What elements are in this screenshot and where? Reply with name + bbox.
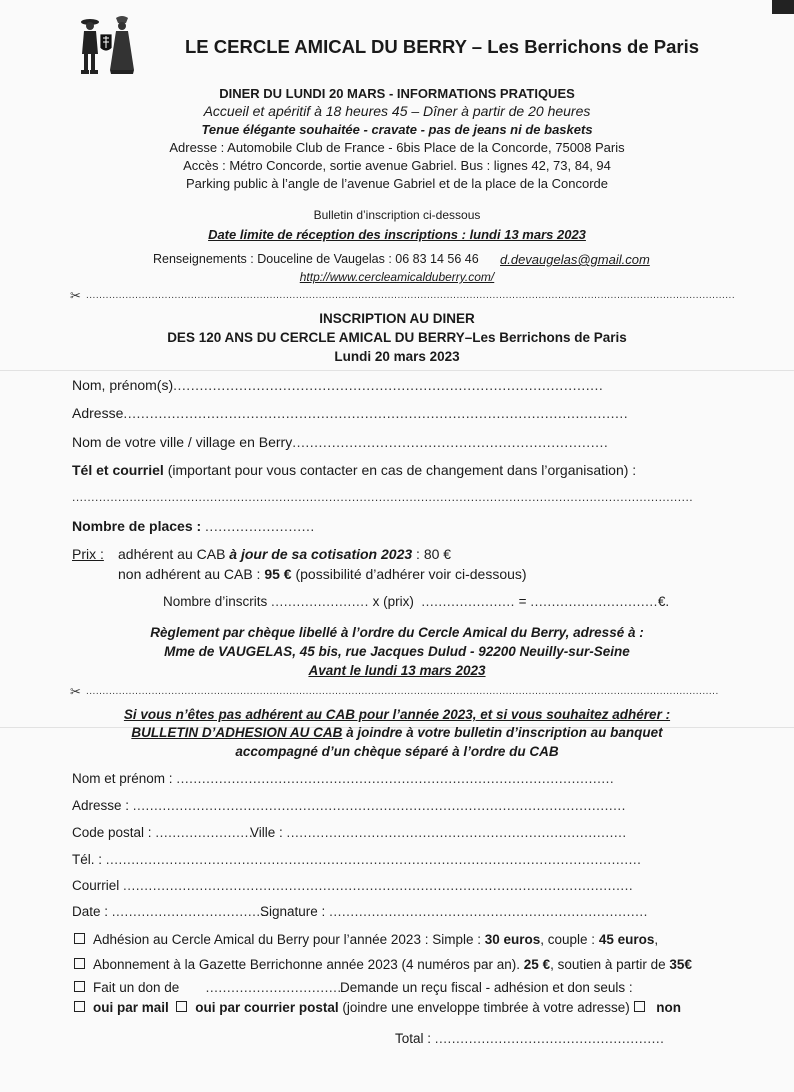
adh-nom-field[interactable]: Nom et prénom : ....................................................................................................... [72, 771, 615, 786]
adhesion-intro: Si vous n’êtes pas adhérent au CAB pour l’année 2023, et si vous souhaitez adhérer : [123, 707, 671, 722]
nombre-places-field[interactable]: Nombre de places : ......................... [72, 518, 315, 534]
prix-label: Prix : [72, 546, 104, 562]
recu-fiscal-label: Demande un reçu fiscal - adhésion et don seuls : [340, 980, 633, 995]
tel-courriel-field[interactable]: .................................................................................................................................................................. [72, 490, 694, 504]
checkbox[interactable] [74, 981, 85, 992]
inscription-title: INSCRIPTION AU DINER [319, 311, 475, 326]
email-link[interactable]: d.devaugelas@gmail.com [500, 252, 650, 267]
total-field[interactable]: Total : ...................................................... [395, 1031, 665, 1046]
adhesion-bulletin: BULLETIN D’ADHESION AU CAB à joindre à votre bulletin d’inscription au banquet [131, 725, 663, 740]
website-link[interactable]: http://www.cercleamicalduberry.com/ [299, 270, 495, 284]
berrichon-couple-logo [76, 14, 136, 76]
adh-tel-field[interactable]: Tél. : .............................................................................................................................. [72, 852, 642, 867]
event-subtitle: DINER DU LUNDI 20 MARS - INFORMATIONS PRATIQUES [219, 86, 575, 101]
renseignements-text: Renseignements : Douceline de Vaugelas : 06 83 14 56 46 [153, 252, 479, 266]
nom-label: Nom, prénom(s) [72, 377, 174, 393]
parking-info: Parking public à l’angle de l’avenue Gabriel et de la place de la Concorde [185, 176, 609, 191]
adresse-info: Adresse : Automobile Club de France - 6bis Place de la Concorde, 75008 Paris [169, 140, 625, 155]
adh-date-field[interactable]: Date : ..................................... [72, 904, 270, 919]
adh-ville-field[interactable]: Ville : ................................................................................ [250, 825, 627, 840]
option-gazette[interactable]: Abonnement à la Gazette Berrichonne année 2023 (4 numéros par an). 25 €, soutien à partir de 35€ [74, 957, 692, 972]
prix-adherent: adhérent au CAB à jour de sa cotisation 2023 : 80 € [118, 546, 452, 562]
tel-courriel-label: Tél et courriel (important pour vous contacter en cas de changement dans l’organisation) : [72, 462, 637, 478]
inscription-date: Lundi 20 mars 2023 [334, 349, 460, 364]
reglement-text: Règlement par chèque libellé à l’ordre du Cercle Amical du Berry, adressé à : [150, 625, 644, 640]
scan-edge-mark [772, 0, 794, 14]
option-recu[interactable]: oui par mail oui par courrier postal (joindre une enveloppe timbrée à votre adresse) non [74, 1000, 681, 1015]
checkbox[interactable] [74, 933, 85, 944]
acces-info: Accès : Métro Concorde, sortie avenue Gabriel. Bus : lignes 42, 73, 84, 94 [183, 158, 611, 173]
nom-field[interactable]: Nom, prénom(s).................................................................................................. [72, 377, 604, 393]
adresse-field[interactable]: Adresse................................................................................................................... [72, 405, 629, 421]
option-adhesion[interactable]: Adhésion au Cercle Amical du Berry pour l’année 2023 : Simple : 30 euros, couple : 45 euros, [74, 932, 658, 947]
adh-adresse-field[interactable]: Adresse : .................................................................................................................... [72, 798, 626, 813]
checkbox[interactable] [176, 1001, 187, 1012]
ville-berry-label: Nom de votre ville / village en Berry [72, 434, 293, 450]
inscription-subtitle: DES 120 ANS DU CERCLE AMICAL DU BERRY–Les Berrichons de Paris [167, 330, 627, 345]
checkbox[interactable] [74, 1001, 85, 1012]
ville-berry-field[interactable]: Nom de votre ville / village en Berry........................................................................ [72, 434, 609, 450]
adh-signature-field[interactable]: Signature : ........................................................................... [260, 904, 648, 919]
fold-line [0, 370, 794, 371]
adresse-label: Adresse [72, 405, 124, 421]
page-title: LE CERCLE AMICAL DU BERRY – Les Berrichons de Paris [185, 36, 700, 57]
tenue-text: Tenue élégante souhaitée - cravate - pas de jeans ni de baskets [201, 122, 593, 137]
bulletin-note: Bulletin d’inscription ci-dessous [313, 208, 481, 222]
accueil-text: Accueil et apéritif à 18 heures 45 – Dîner à partir de 20 heures [203, 103, 591, 119]
checkbox[interactable] [634, 1001, 645, 1012]
reglement-date: Avant le lundi 13 mars 2023 [308, 663, 486, 678]
scissors-icon: ✂ [70, 684, 81, 699]
cut-line: ................................................................................................................................................................................................. [86, 686, 719, 697]
prix-non-adherent: non adhérent au CAB : 95 € (possibilité d’adhérer voir ci-dessous) [118, 566, 527, 582]
cut-line: ...................................................................................................................................................................................................... [86, 290, 736, 301]
places-label: Nombre de places : [72, 518, 202, 534]
adhesion-cheque: accompagné d’un chèque séparé à l’ordre du CAB [235, 744, 559, 759]
checkbox[interactable] [74, 958, 85, 969]
adh-courriel-field[interactable]: Courriel ........................................................................................................................ [72, 878, 634, 893]
reglement-adresse: Mme de VAUGELAS, 45 bis, rue Jacques Dulud - 92200 Neuilly-sur-Seine [164, 644, 630, 659]
option-don[interactable]: Fait un don de ................................ [74, 980, 342, 995]
scissors-icon: ✂ [70, 288, 81, 303]
date-limite: Date limite de réception des inscriptions : lundi 13 mars 2023 [208, 227, 586, 242]
adh-cp-field[interactable]: Code postal : ........................ [72, 825, 258, 840]
inscrits-calc[interactable]: Nombre d’inscrits ....................... x (prix) ...................... = ..............................€. [163, 594, 670, 609]
